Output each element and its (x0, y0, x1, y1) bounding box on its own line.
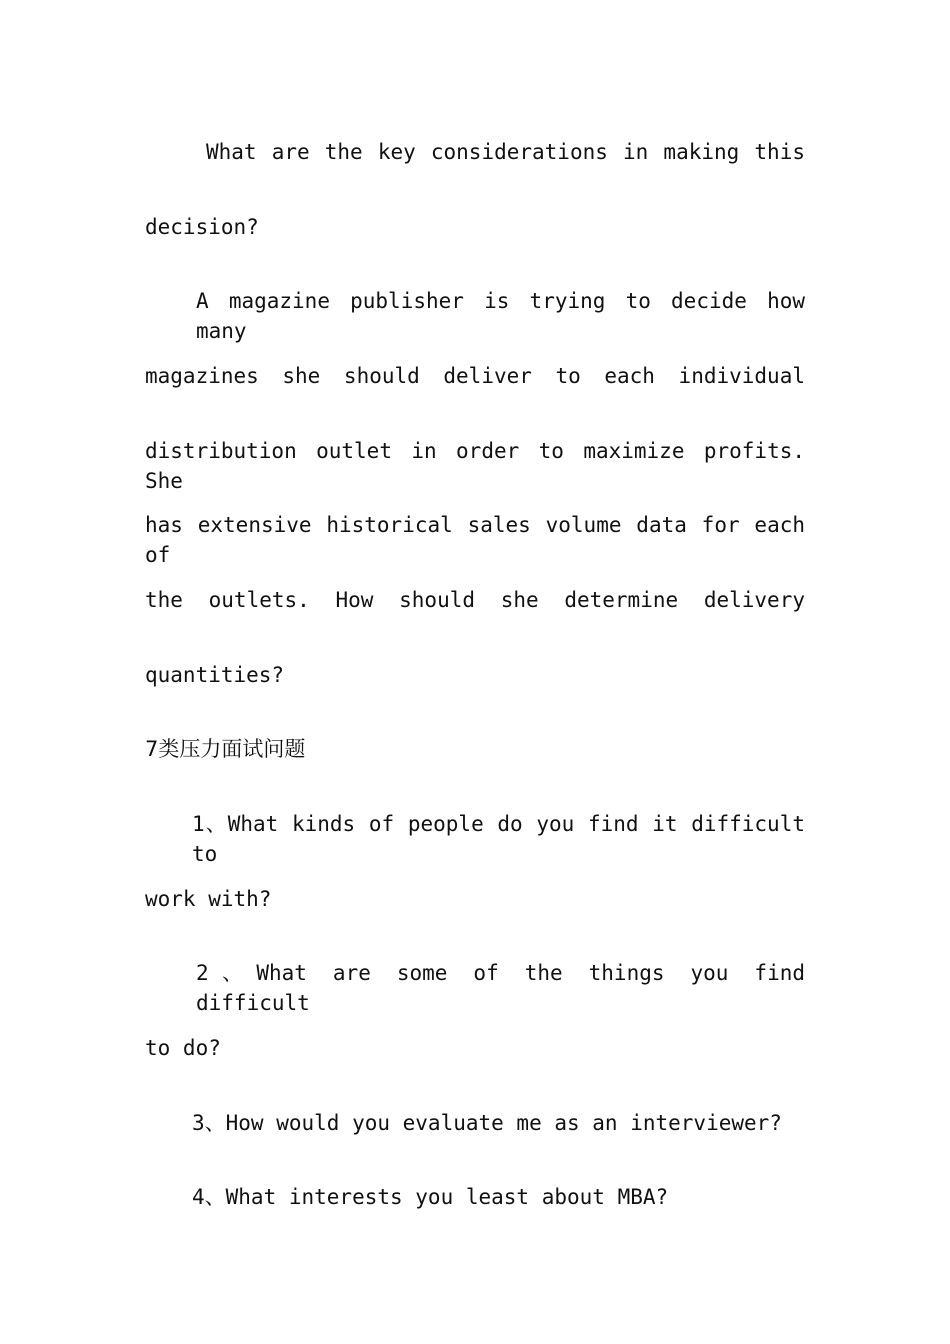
question-line: work with? (145, 887, 272, 911)
section-heading: 7类压力面试问题 (145, 737, 306, 761)
paragraph-line: decision? (145, 215, 259, 239)
question-line: to do? (145, 1036, 221, 1060)
paragraph-line: distribution outlet in order to maximize profits. She (145, 439, 805, 493)
paragraph-line: What are the key considerations in making this (206, 140, 805, 164)
question-line: 4、What interests you least about MBA? (192, 1185, 669, 1209)
question-line: 3、How would you evaluate me as an interviewer? (192, 1111, 782, 1135)
paragraph-line: magazines she should deliver to each individual (145, 364, 805, 388)
paragraph-line: quantities? (145, 663, 285, 687)
paragraph-line: the outlets. How should she determine delivery (145, 588, 805, 612)
paragraph-line: A magazine publisher is trying to decide how many (196, 289, 805, 343)
question-line: 1、What kinds of people do you find it difficult to (192, 812, 805, 866)
paragraph-line: has extensive historical sales volume data for each of (145, 513, 805, 567)
question-line: 2、What are some of the things you find difficult (196, 961, 805, 1015)
